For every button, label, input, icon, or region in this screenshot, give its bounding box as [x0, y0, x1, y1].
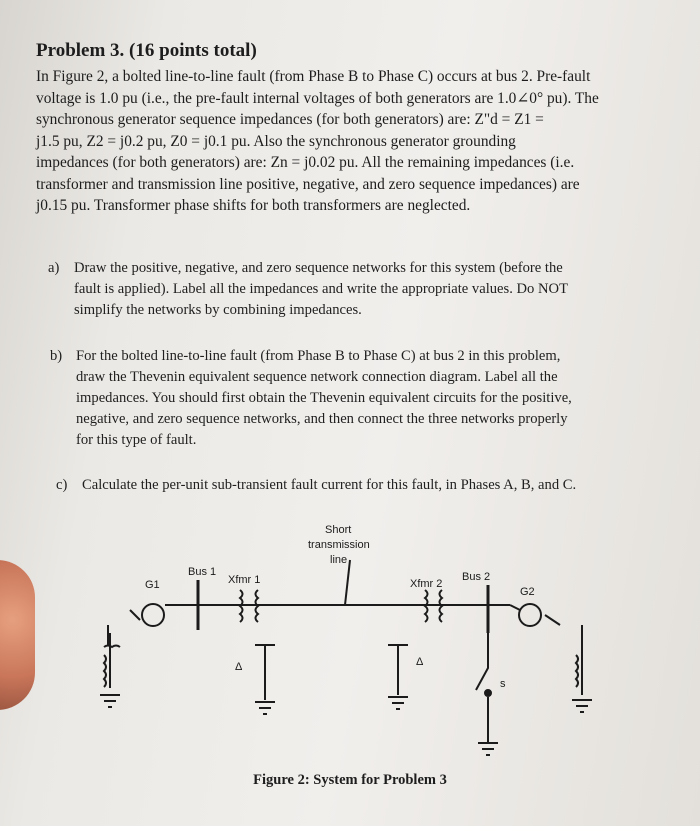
line-tap — [345, 560, 350, 605]
problem-title: Problem 3. (16 points total) — [36, 40, 257, 61]
xfmr1-delta: Δ — [235, 661, 243, 673]
line-label-3: line — [330, 554, 348, 566]
g2-ground-reactor — [576, 655, 578, 687]
g1-label: G1 — [145, 579, 160, 591]
question-b-line-5: for this type of fault. — [76, 432, 197, 448]
xfmr1-label: Xfmr 1 — [228, 574, 261, 586]
g1-ground-reactor — [104, 655, 106, 687]
line-label-1: Short — [325, 524, 352, 536]
question-a-label: a) — [48, 260, 60, 276]
question-a-line-3: simplify the networks by combining impedances. — [74, 302, 362, 318]
question-a-line-2: fault is applied). Label all the impedances and write the appropriate values. Do NOT — [74, 281, 568, 297]
problem-line-1: In Figure 2, a bolted line-to-line fault (from Phase B to Phase C) occurs at bus 2. Pre-fault — [36, 68, 591, 85]
g1-circle — [142, 604, 164, 626]
switch-label: s — [500, 678, 506, 690]
system-diagram — [90, 515, 650, 765]
problem-block — [36, 40, 664, 217]
g2-label: G2 — [520, 586, 535, 598]
problem-line-7: j0.15 pu. Transformer phase shifts for both transformers are neglected. — [36, 197, 471, 214]
g1-ground-coil — [104, 625, 120, 647]
line-label-2: transmission — [308, 539, 370, 551]
figure-caption: Figure 2: System for Problem 3 — [253, 772, 447, 788]
question-b-line-4: negative, and zero sequence networks, and then connect the three networks properly — [76, 411, 568, 427]
xfmr2-delta: Δ — [416, 656, 424, 668]
problem-line-6: transformer and transmission line positive, negative, and zero sequence impedances) are — [36, 175, 580, 193]
bus1-label: Bus 1 — [188, 566, 217, 578]
question-a-line-1: Draw the positive, negative, and zero sequence networks for this system (before the — [74, 260, 563, 276]
problem-line-4: j1.5 pu, Z2 = j0.2 pu, Z0 = j0.1 pu. Also the synchronous generator grounding — [36, 132, 516, 150]
question-c — [56, 475, 650, 496]
question-b-line-1: For the bolted line-to-line fault (from Phase B to Phase C) at bus 2 in this problem, — [76, 348, 561, 364]
problem-line-2: voltage is 1.0 pu (i.e., the pre-fault internal voltages of both generators are 1.0∠0° pu). The — [36, 89, 599, 107]
question-b — [50, 346, 648, 451]
g2-circle — [519, 604, 541, 626]
question-c-label: c) — [56, 477, 68, 493]
fault-switch — [476, 633, 488, 742]
question-b-label: b) — [50, 348, 63, 364]
finger-thumb — [0, 560, 35, 710]
problem-line-5: impedances (for both generators) are: Zn = j0.02 pu. All the remaining impedances (i.e. — [36, 154, 575, 171]
xfmr2-label: Xfmr 2 — [410, 578, 443, 590]
question-b-line-2: draw the Thevenin equivalent sequence network connection diagram. Label all the — [76, 369, 558, 385]
bus2-label: Bus 2 — [462, 571, 491, 583]
question-c-line-1: Calculate the per-unit sub-transient fault current for this fault, in Phases A, B, and C. — [82, 477, 577, 493]
question-b-line-3: impedances. You should first obtain the Thevenin equivalent circuits for the positive, — [76, 390, 572, 406]
problem-line-3: synchronous generator sequence impedances (for both generators) are: Z"d = Z1 = — [36, 111, 544, 128]
question-a — [48, 258, 644, 321]
